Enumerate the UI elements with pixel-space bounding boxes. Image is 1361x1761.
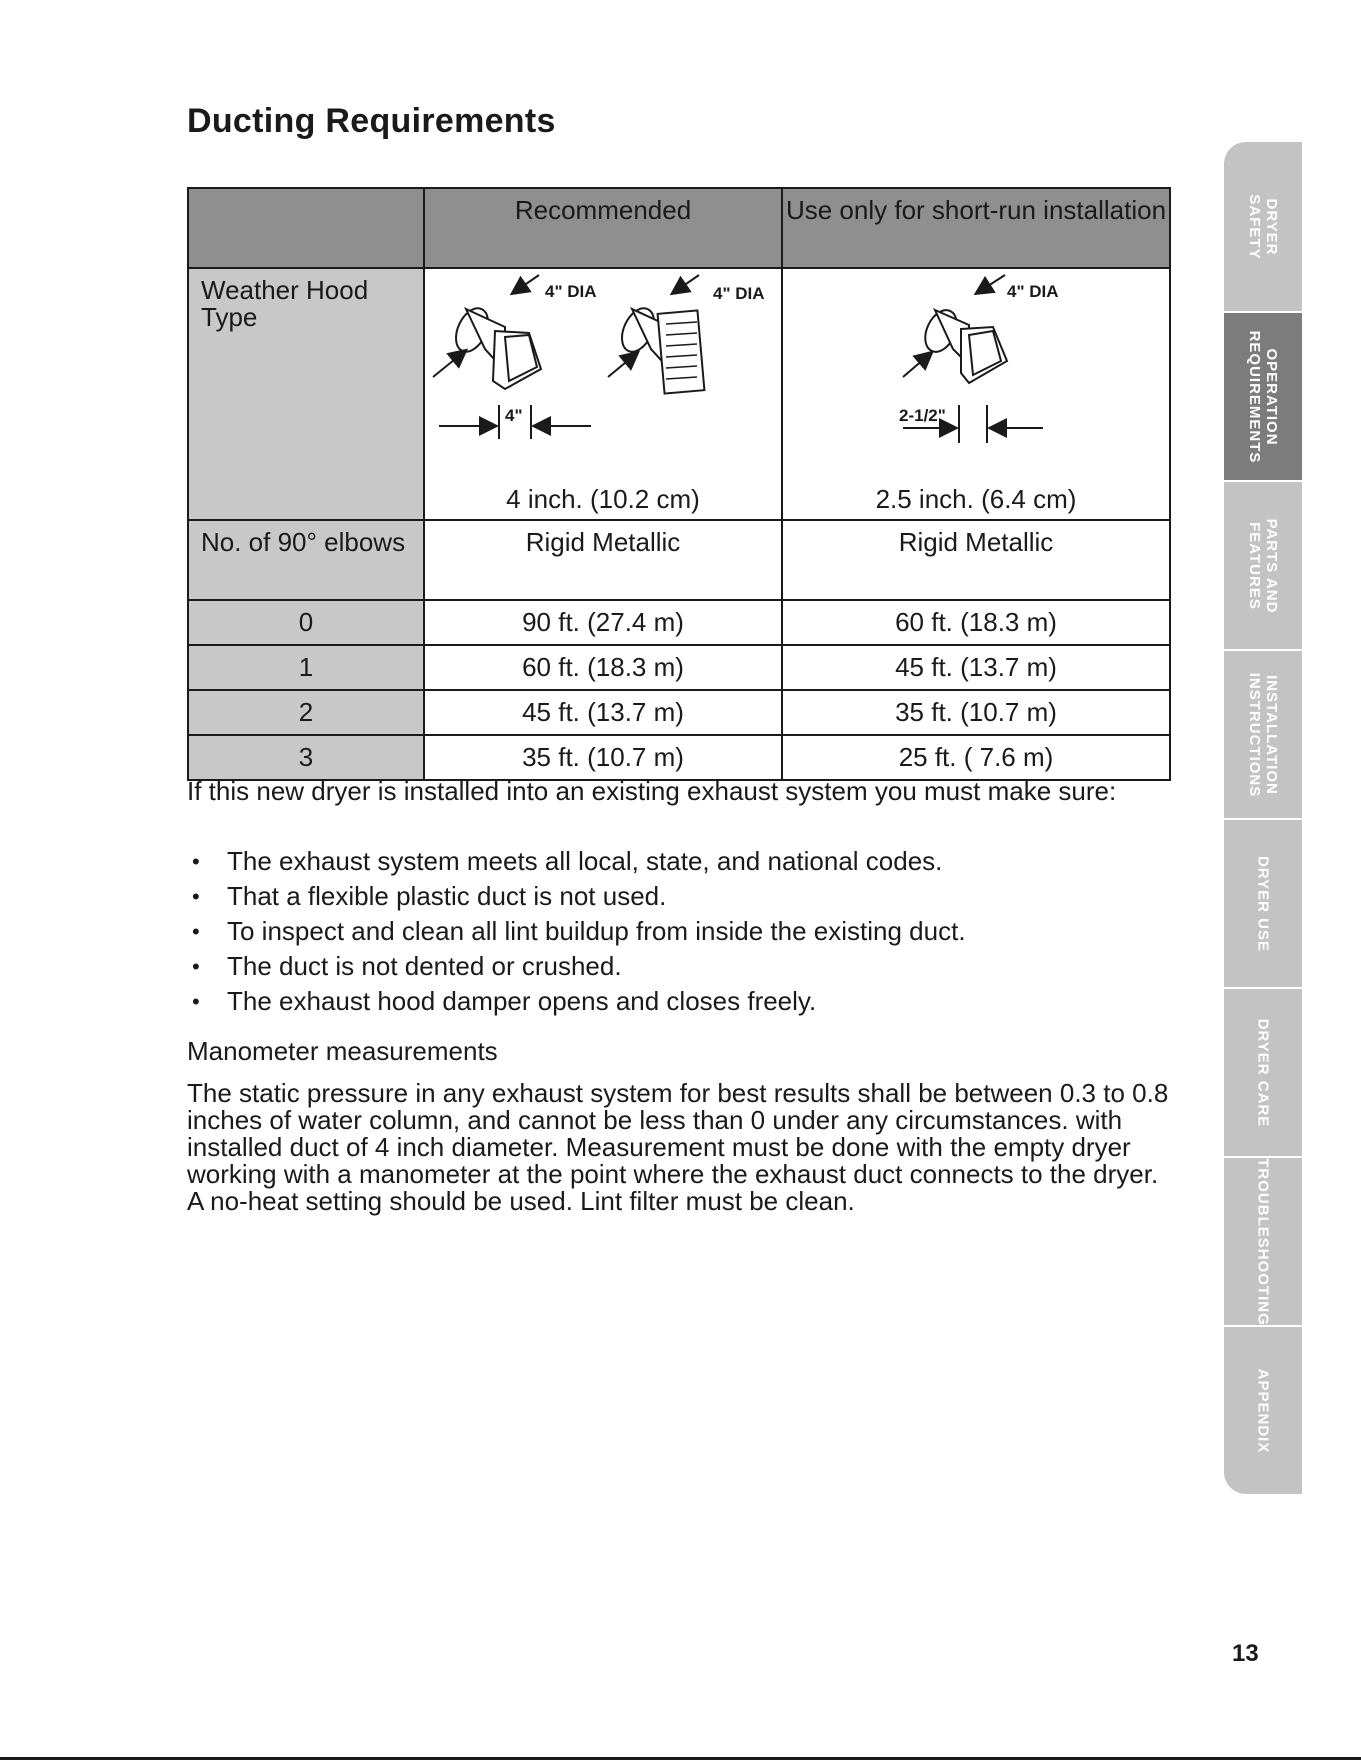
list-item-text: That a flexible plastic duct is not used. bbox=[227, 881, 667, 911]
section-tabs bbox=[1224, 142, 1302, 1494]
short-run-length: 60 ft. (18.3 m) bbox=[782, 600, 1170, 645]
header-recommended: Recommended bbox=[424, 188, 782, 268]
table-row bbox=[188, 735, 1170, 780]
bullet-icon: • bbox=[192, 919, 200, 944]
tab-label: TROUBLESHOOTING bbox=[1254, 1157, 1272, 1326]
page-number: 13 bbox=[1232, 1640, 1259, 1667]
tab-label: APPENDIX bbox=[1254, 1368, 1272, 1453]
list-item-text: The exhaust system meets all local, state, and national codes. bbox=[227, 846, 943, 876]
bullet-icon: • bbox=[192, 849, 200, 874]
bullet-icon: • bbox=[192, 989, 200, 1014]
louvered-hood-icon bbox=[450, 303, 541, 389]
list-item bbox=[187, 949, 966, 984]
short-run-length: 45 ft. (13.7 m) bbox=[782, 645, 1170, 690]
elbow-count: 2 bbox=[188, 690, 424, 735]
elbows-label: No. of 90° elbows bbox=[188, 520, 424, 600]
requirements-list bbox=[187, 844, 966, 1019]
list-item-text: The exhaust hood damper opens and closes freely. bbox=[227, 986, 817, 1016]
short-run-opening-label: 2-1/2" bbox=[899, 406, 946, 425]
tab-label: DRYER USE bbox=[1254, 855, 1272, 952]
header-blank bbox=[188, 188, 424, 268]
recommended-length: 35 ft. (10.7 m) bbox=[424, 735, 782, 780]
tab-operation-requirements[interactable] bbox=[1224, 311, 1302, 480]
recommended-length: 45 ft. (13.7 m) bbox=[424, 690, 782, 735]
list-item-text: To inspect and clean all lint buildup from inside the existing duct. bbox=[227, 916, 966, 946]
dia-label-2: 4" DIA bbox=[713, 284, 765, 303]
short-run-length: 35 ft. (10.7 m) bbox=[782, 690, 1170, 735]
tab-dryer-safety[interactable] bbox=[1224, 142, 1302, 311]
ducting-table bbox=[187, 187, 1171, 781]
tab-parts-and-features[interactable] bbox=[1224, 480, 1302, 649]
short-run-hood-diagram bbox=[783, 269, 1171, 511]
bottom-rule bbox=[0, 1757, 1361, 1760]
header-short-run: Use only for short-run installation bbox=[782, 188, 1170, 268]
tab-label: INSTALLATION INSTRUCTIONS bbox=[1246, 672, 1280, 797]
weather-hood-row bbox=[188, 268, 1170, 520]
bullet-icon: • bbox=[192, 884, 200, 909]
recommended-hood-size: 4 inch. (10.2 cm) bbox=[506, 484, 700, 514]
tab-dryer-care[interactable] bbox=[1224, 987, 1302, 1156]
elbows-header-row bbox=[188, 520, 1170, 600]
tab-label: PARTS AND FEATURES bbox=[1246, 518, 1280, 613]
recommended-hood-cell bbox=[424, 268, 782, 520]
tab-troubleshooting[interactable] bbox=[1224, 1156, 1302, 1325]
short-run-material: Rigid Metallic bbox=[782, 520, 1170, 600]
elbow-count: 1 bbox=[188, 645, 424, 690]
slotted-hood-icon bbox=[616, 303, 705, 393]
recommended-length: 60 ft. (18.3 m) bbox=[424, 645, 782, 690]
tab-label: DRYER CARE bbox=[1254, 1018, 1272, 1127]
tab-label: DRYER SAFETY bbox=[1246, 193, 1280, 260]
table-row bbox=[188, 600, 1170, 645]
short-run-dia-label: 4" DIA bbox=[1007, 282, 1059, 301]
short-run-hood-size: 2.5 inch. (6.4 cm) bbox=[875, 484, 1077, 514]
manometer-paragraph: The static pressure in any exhaust system for best results shall be between 0.3 to 0.8 inches of water column, and cannot be less than 0 under any circumstances. with installed duct of 4 inch diameter. Measurement must be done with the empty dryer working with a manometer at the point where the exhaust duct connects to the dryer. A no-heat setting should be used. Lint filter must be clean. bbox=[187, 1078, 1169, 1216]
intro-text: If this new dryer is installed into an existing exhaust system you must make sure: bbox=[187, 776, 1117, 806]
weather-hood-label: Weather Hood Type bbox=[188, 268, 424, 520]
tab-dryer-use[interactable] bbox=[1224, 818, 1302, 987]
tab-installation-instructions[interactable] bbox=[1224, 649, 1302, 818]
recommended-length: 90 ft. (27.4 m) bbox=[424, 600, 782, 645]
tab-appendix[interactable] bbox=[1224, 1325, 1302, 1494]
elbow-count: 0 bbox=[188, 600, 424, 645]
manometer-subheading: Manometer measurements bbox=[187, 1036, 498, 1066]
recommended-hoods-diagram bbox=[425, 269, 783, 511]
dia-label-1: 4" DIA bbox=[545, 282, 597, 301]
list-item bbox=[187, 914, 966, 949]
list-item bbox=[187, 879, 966, 914]
recommended-material: Rigid Metallic bbox=[424, 520, 782, 600]
short-run-hood-icon bbox=[919, 305, 1007, 383]
elbow-count: 3 bbox=[188, 735, 424, 780]
short-run-length: 25 ft. ( 7.6 m) bbox=[782, 735, 1170, 780]
table-header-row bbox=[188, 188, 1170, 268]
list-item-text: The duct is not dented or crushed. bbox=[227, 951, 622, 981]
opening-label: 4" bbox=[505, 406, 523, 425]
short-run-hood-cell bbox=[782, 268, 1170, 520]
page-title: Ducting Requirements bbox=[187, 102, 556, 140]
bullet-icon: • bbox=[192, 954, 200, 979]
table-row bbox=[188, 690, 1170, 735]
table-row bbox=[188, 645, 1170, 690]
tab-label: OPERATION REQUIREMENTS bbox=[1246, 330, 1280, 463]
list-item bbox=[187, 844, 966, 879]
list-item bbox=[187, 984, 966, 1019]
